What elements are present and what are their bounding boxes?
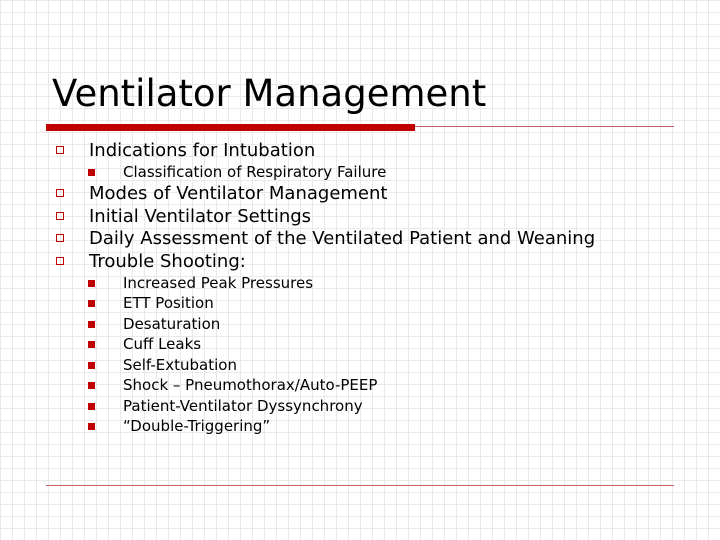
filled-square-icon — [88, 321, 95, 328]
hollow-square-icon — [56, 212, 64, 220]
filled-square-icon — [88, 169, 95, 176]
sub-bullet-text: Cuff Leaks — [123, 335, 202, 353]
sub-bullet-text: Increased Peak Pressures — [123, 274, 314, 292]
filled-square-icon — [88, 423, 95, 430]
slide-title: Ventilator Management — [52, 72, 487, 115]
filled-square-icon — [88, 341, 95, 348]
hollow-square-icon — [56, 189, 64, 197]
filled-square-icon — [88, 403, 95, 410]
filled-square-icon — [88, 362, 95, 369]
bullet-text: Initial Ventilator Settings — [89, 206, 312, 227]
bullet-text: Daily Assessment of the Ventilated Patient and Weaning — [89, 228, 596, 249]
sub-bullet-text: Classification of Respiratory Failure — [123, 163, 387, 181]
bottom-divider — [46, 485, 674, 486]
hollow-square-icon — [56, 146, 64, 154]
filled-square-icon — [88, 382, 95, 389]
bullet-text: Trouble Shooting: — [89, 251, 246, 272]
sub-bullet-text: Shock – Pneumothorax/Auto-PEEP — [123, 376, 378, 394]
hollow-square-icon — [56, 257, 64, 265]
sub-bullet-text: Desaturation — [123, 315, 221, 333]
hollow-square-icon — [56, 234, 64, 242]
filled-square-icon — [88, 280, 95, 287]
sub-bullet-text: ETT Position — [123, 294, 214, 312]
sub-bullet-text: Self-Extubation — [123, 356, 237, 374]
bullet-text: Indications for Intubation — [89, 140, 316, 161]
sub-bullet-text: Patient-Ventilator Dyssynchrony — [123, 397, 363, 415]
sub-bullet-text: “Double-Triggering” — [123, 417, 271, 435]
filled-square-icon — [88, 300, 95, 307]
bullet-text: Modes of Ventilator Management — [89, 183, 388, 204]
